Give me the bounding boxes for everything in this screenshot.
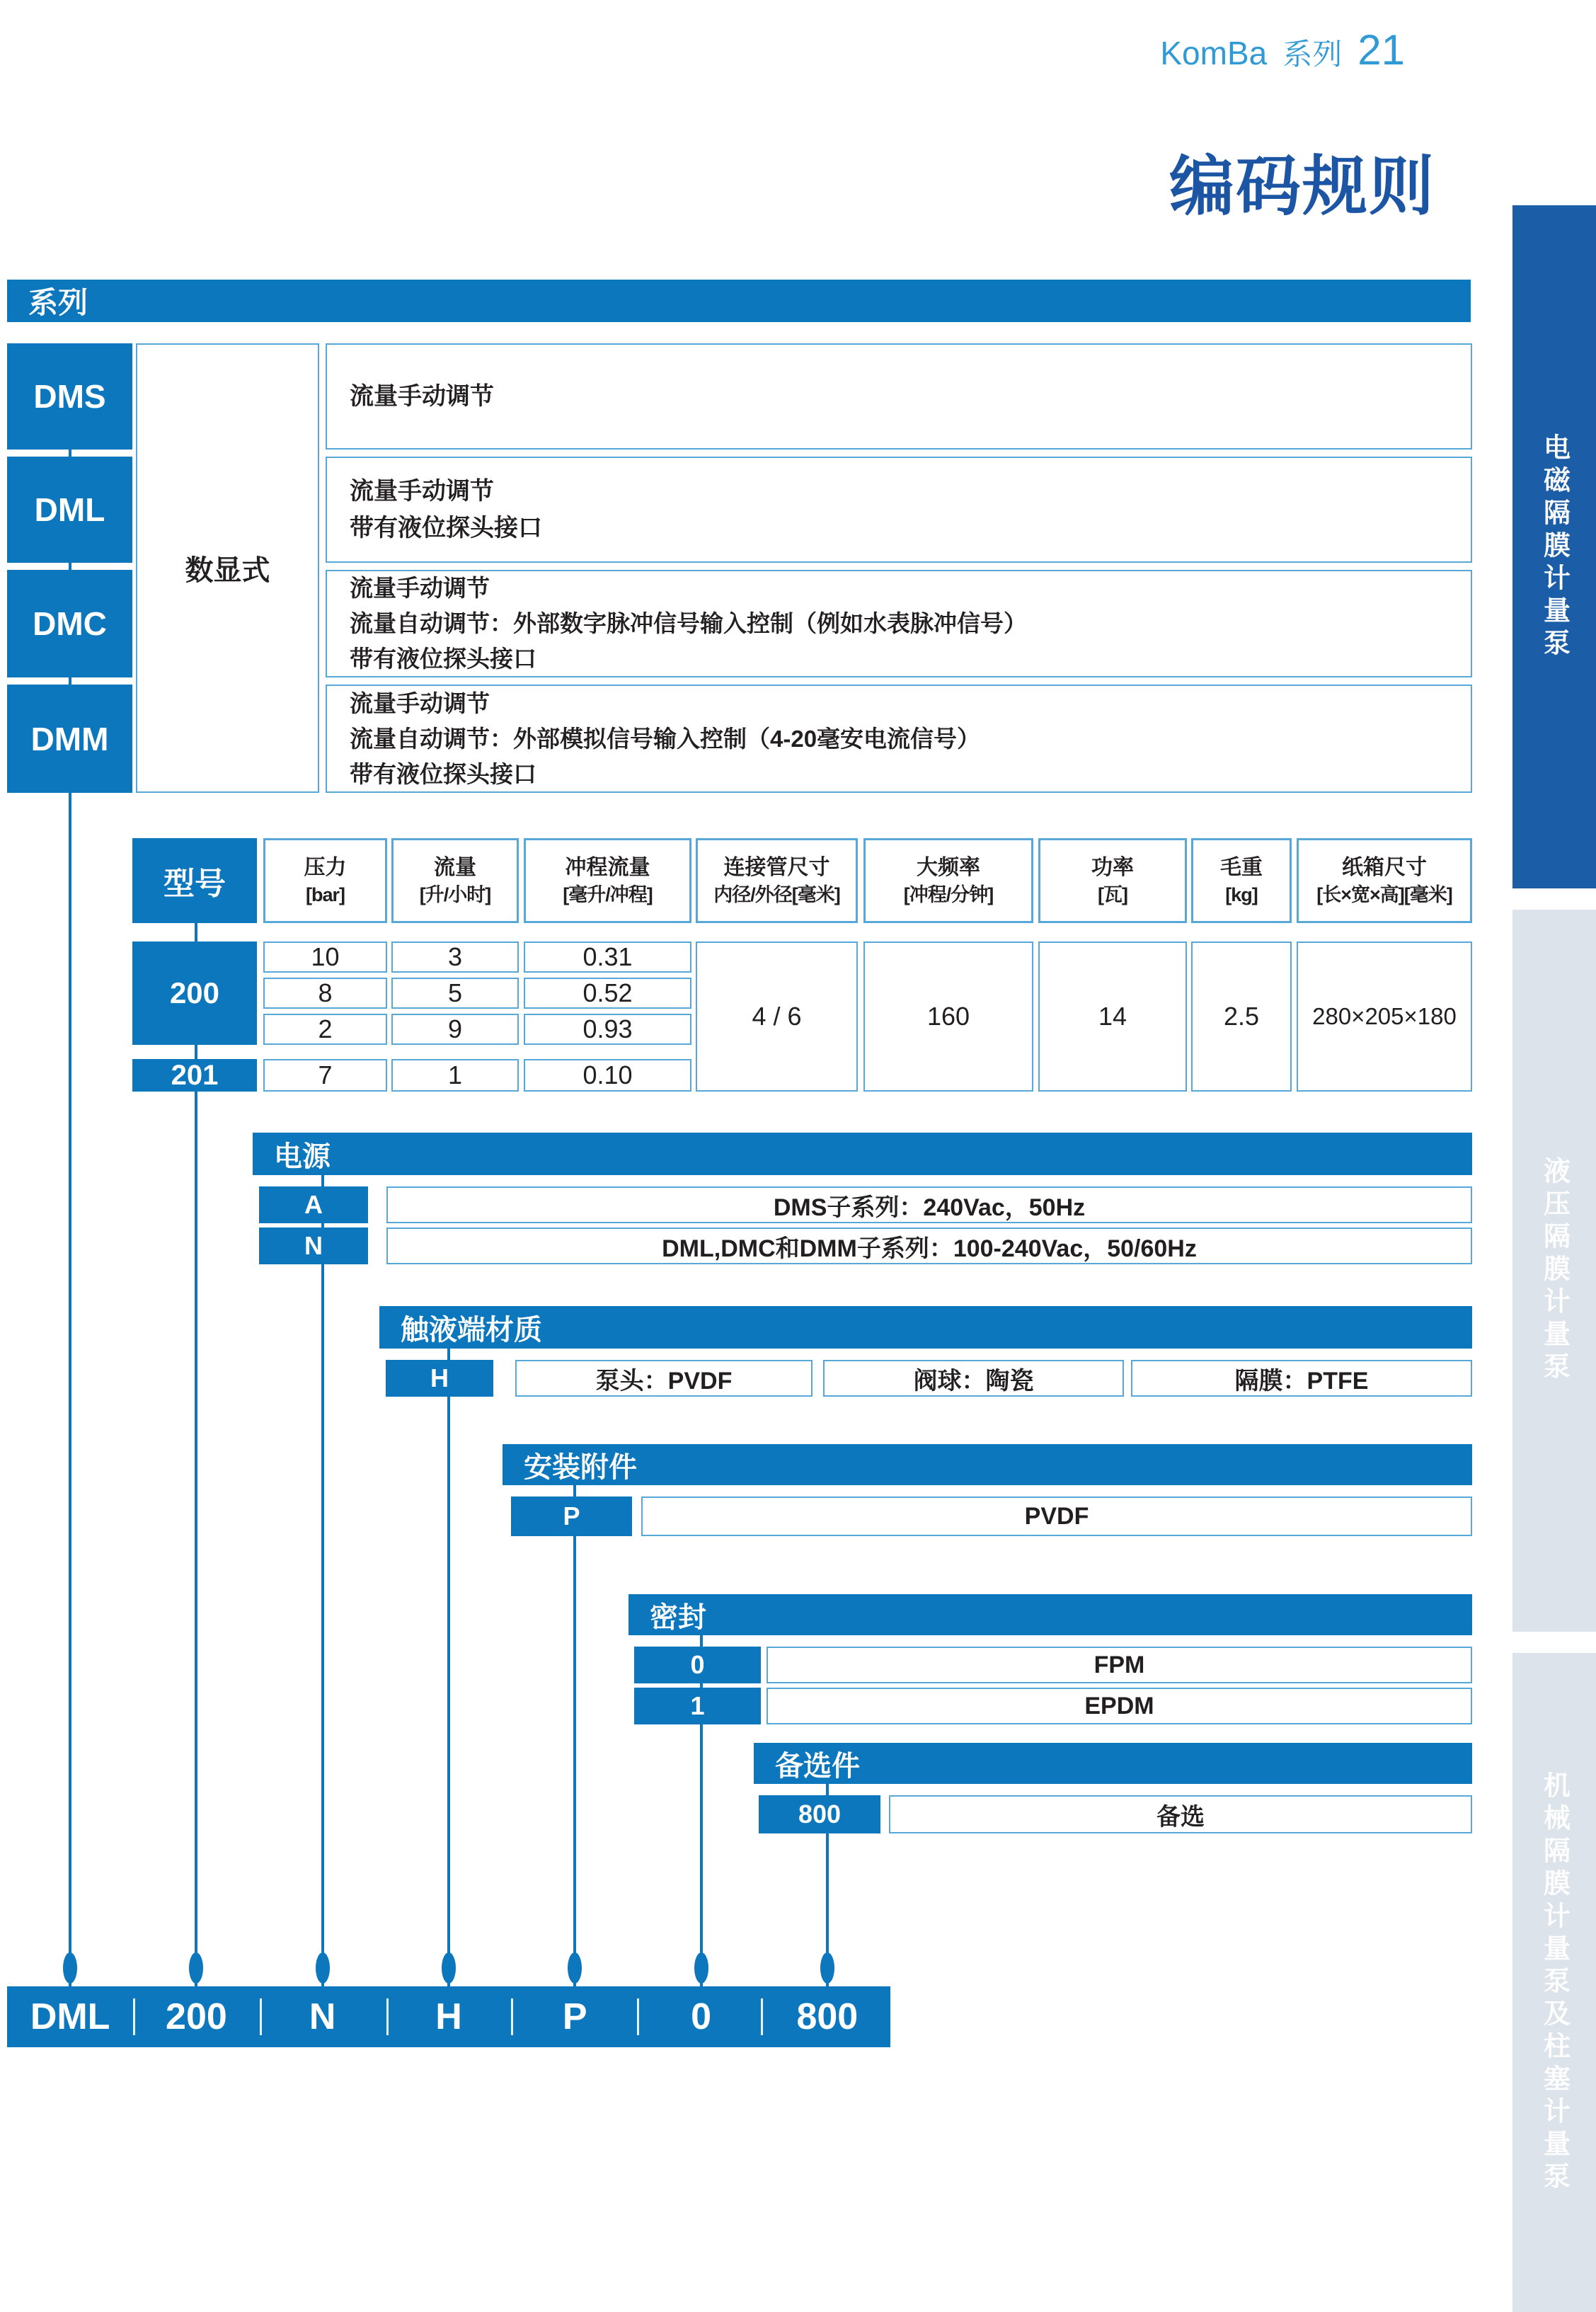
options-section-header: 备选件 (754, 1743, 1472, 1784)
code-segment-material: H (435, 1996, 462, 2037)
code-divider (761, 1998, 763, 2035)
code-segment-power: N (309, 1996, 336, 2037)
col-header-weight: 毛重 [kg] (1191, 838, 1292, 923)
connector-line (700, 1632, 703, 1986)
power-value-a: DMS子系列：240Vac，50Hz (386, 1186, 1472, 1223)
seal-section-header: 密封 (628, 1594, 1472, 1635)
code-bar (7, 1986, 890, 2047)
seal-key-0: 0 (634, 1647, 761, 1683)
series-label-dml: DML (7, 457, 132, 563)
model-column-header: 型号 (132, 838, 257, 923)
connector-dot (694, 1952, 708, 1984)
code-divider (386, 1998, 389, 2035)
power-key-n: N (259, 1227, 368, 1264)
spec-cell: 7 (263, 1059, 387, 1092)
page-number: 21 (1357, 26, 1405, 74)
col-header-carton-size: 纸箱尺寸 [长×宽×高][毫米] (1297, 838, 1472, 923)
code-divider (133, 1998, 135, 2035)
col-header-flow: 流量 [升/小时] (391, 838, 519, 923)
col-header-power: 功率 [瓦] (1038, 838, 1187, 923)
spec-cell: 1 (391, 1059, 519, 1092)
connector-dot (316, 1952, 330, 1984)
connector-dot (568, 1952, 582, 1984)
spec-cell: 0.10 (524, 1059, 691, 1092)
col-header-stroke-volume: 冲程流量 [毫升/冲程] (524, 838, 691, 923)
power-section-header: 电源 (253, 1133, 1472, 1175)
col-header-pipe-size: 连接管尺寸 内径/外径[毫米] (696, 838, 858, 923)
connector-dot (820, 1952, 834, 1984)
sidebar-tab-hydraulic-diaphragm-pumps: 液压隔膜计量泵 (1512, 910, 1596, 1632)
series-section-header: 系列 (7, 280, 1471, 322)
series-label-dms: DMS (7, 343, 132, 450)
power-key-a: A (259, 1186, 368, 1223)
connector-line (447, 1345, 450, 1986)
code-segment-model: 200 (166, 1996, 227, 2037)
connector-line (573, 1483, 576, 1986)
mounting-value: PVDF (641, 1496, 1472, 1536)
material-section-header: 触液端材质 (379, 1306, 1472, 1349)
spec-cell: 0.31 (524, 942, 691, 973)
merged-cell-pipe-size: 4 / 6 (696, 942, 858, 1092)
spec-cell: 8 (263, 978, 387, 1009)
col-header-max-frequency: 大频率 [冲程/分钟] (863, 838, 1033, 923)
code-divider (260, 1998, 262, 2035)
code-segment-seal: 0 (691, 1996, 711, 2037)
code-divider (637, 1998, 639, 2035)
spec-cell: 3 (391, 942, 519, 973)
mounting-section-header: 安装附件 (503, 1444, 1472, 1485)
power-value-n: DML,DMC和DMM子系列：100-240Vac，50/60Hz (386, 1227, 1472, 1264)
connector-line (321, 1172, 324, 1986)
material-item-pump-head: 泵头：PVDF (515, 1360, 813, 1397)
sidebar-tab-solenoid-diaphragm-pumps: 电磁隔膜计量泵 (1512, 205, 1596, 888)
code-divider (511, 1998, 513, 2035)
series-desc-dms: 流量手动调节 (326, 343, 1472, 450)
spec-cell: 10 (263, 942, 387, 973)
spec-cell: 0.93 (524, 1014, 691, 1045)
series-word: 系列 (1282, 38, 1343, 71)
merged-cell-weight: 2.5 (1191, 942, 1292, 1092)
series-label-dmc: DMC (7, 570, 132, 677)
spec-cell: 0.52 (524, 978, 691, 1009)
model-201-box: 201 (132, 1059, 257, 1092)
material-item-valve-ball: 阀球：陶瓷 (823, 1360, 1124, 1397)
options-key-800: 800 (759, 1795, 880, 1833)
seal-value-fpm: FPM (767, 1647, 1472, 1683)
sidebar-tab-mechanical-diaphragm-plunger-pumps: 机械隔膜计量泵及柱塞计量泵 (1512, 1653, 1596, 2312)
model-200-box: 200 (132, 942, 257, 1045)
series-desc-dmc: 流量手动调节 流量自动调节：外部数字脉冲信号输入控制（例如水表脉冲信号） 带有液位探头接口 (326, 570, 1472, 677)
display-type-box: 数显式 (136, 343, 319, 793)
col-header-pressure: 压力 [bar] (263, 838, 387, 923)
merged-cell-power: 14 (1038, 942, 1187, 1092)
options-value: 备选 (889, 1795, 1472, 1833)
code-segment-series: DML (30, 1996, 110, 2037)
material-key-h: H (386, 1360, 493, 1397)
spec-cell: 9 (391, 1014, 519, 1045)
series-label-dmm: DMM (7, 685, 132, 793)
page-header (1160, 25, 1405, 74)
spec-cell: 2 (263, 1014, 387, 1045)
merged-cell-max-frequency: 160 (863, 942, 1033, 1092)
material-item-diaphragm: 隔膜：PTFE (1131, 1360, 1472, 1397)
page-title: 编码规则 (1169, 151, 1435, 223)
connector-dot (442, 1952, 456, 1984)
mounting-key-p: P (511, 1496, 632, 1536)
spec-cell: 5 (391, 978, 519, 1009)
seal-value-epdm: EPDM (767, 1688, 1472, 1724)
series-desc-dmm: 流量手动调节 流量自动调节：外部模拟信号输入控制（4-20毫安电流信号） 带有液位探头接口 (326, 685, 1472, 793)
code-segment-option: 800 (796, 1996, 859, 2037)
connector-dot (63, 1952, 77, 1984)
connector-dot (189, 1952, 203, 1984)
seal-key-1: 1 (634, 1688, 761, 1724)
series-desc-dml: 流量手动调节 带有液位探头接口 (326, 457, 1472, 563)
brand-name: KomBa (1160, 35, 1268, 71)
merged-cell-carton-size: 280×205×180 (1297, 942, 1472, 1092)
code-segment-mounting: P (562, 1996, 587, 2037)
